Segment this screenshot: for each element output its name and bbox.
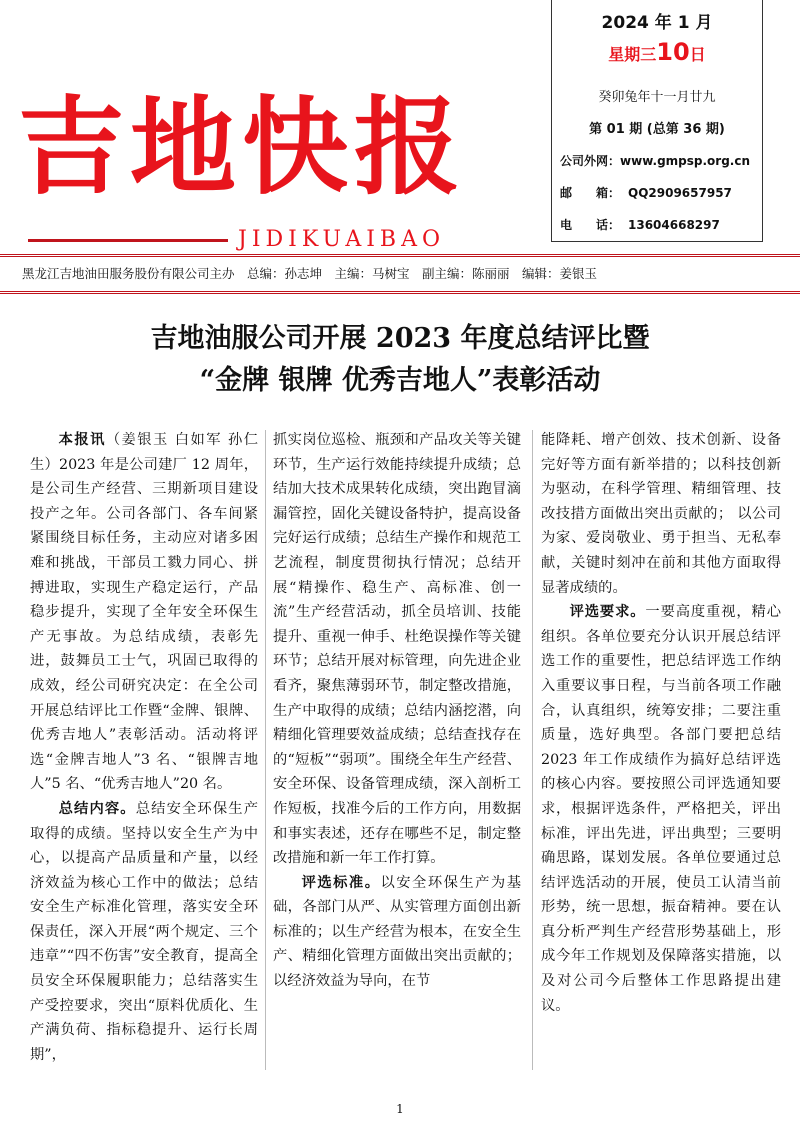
article-paragraph: 能降耗、增产创效、技术创新、设备完好等方面有新举措的；以科技创新为驱动，在科学管理、精细管理、技改技措方面做出突出贡献的； 以公司为家、爱岗敬业、勇于担当、无私奉献，关键时刻冲在前和其他方面取得显著成绩的。 [541, 432, 781, 596]
paragraph-lead: 本报讯 [58, 432, 106, 448]
paragraph-lead: 评选标准。 [301, 874, 381, 891]
article-column-1 [30, 428, 258, 1067]
article-paragraph [541, 600, 781, 1018]
email-label: 邮 箱： [560, 186, 621, 200]
issue-info-box [551, 0, 763, 242]
weekday-text: 星期三 [608, 45, 657, 64]
credits-bar: 黑龙江吉地油田服务股份有限公司主办 总编：孙志坤 主编：马树宝 副主编：陈丽丽 编辑：姜银玉 [0, 254, 800, 294]
article-paragraph [273, 871, 521, 994]
paragraph-body: 总结安全环保生产取得的成绩。坚持以安全生产为中心，以提高产品质量和产量，以经济效益为核心工作中的做法；总结安全生产标准化管理，落实安全环保责任，深入开展“两个规定、三个违章”“四不伤害”安全教育，提高全员安全环保履职能力；总结落实生产受控要求，突出“原料优质化、生产满负荷、指标稳提升、运行长周期”， [30, 800, 259, 1063]
phone-row [560, 216, 760, 233]
issue-number: 第 01 期 (总第 36 期) [589, 122, 725, 137]
article-column-2 [273, 428, 521, 994]
headline-line-1: 吉地油服公司开展 2023 年度总结评比暨 [150, 323, 650, 354]
column-divider [265, 430, 266, 1070]
email-row [560, 184, 760, 201]
article-paragraph [30, 428, 258, 797]
day-suffix: 日 [689, 45, 706, 64]
paragraph-body: （姜银玉 白如军 孙仁生）2023 年是公司建厂 12 周年，是公司生产经营、三期新项目建设投产之年。公司各部门、各车间紧紧围绕目标任务，主动应对诸多困难和挑战，干部员工戮力同心、拼搏进取，实现生产稳定运行，产品稳步提升，实现了全年安全环保生产无事故。为总结成绩，表彰先进，鼓舞员工士气，巩固已取得的成效，经公司研究决定：在全公司开展总结评比工作暨“金牌、银牌、优秀吉地人”表彰活动。活动将评选“金牌吉地人”3 名、“银牌吉地人”5 名、“优秀吉地人”20 名。 [30, 432, 258, 793]
website-label: 公司外网： [560, 154, 621, 168]
email-value: QQ2909657957 [628, 186, 732, 200]
paragraph-body: 一要高度重视，精心组织。各单位要充分认识开展总结评选工作的重要性，把总结评选工作纳入重要议事日程，与当前各项工作融合，认真组织，统筹安排；二要注重质量，选好典型。各部门要把总结 2023 年工作成绩作为搞好总结评选的核心内容。要按照公司评选通知要求，根据评选条件，严格把关，评出标准，评出先进，评出典型；三要明确思路，谋划发展。各单位要通过总结评选活动的开展，使员工认清当前形势，统一思想，振奋精神。要在认真分析严判生产经营形势基础上，形成今年工作规划及保障落实措施，以及对公司今后整体工作思路提出建议。 [541, 604, 782, 1014]
website-link[interactable]: www.gmpsp.org.cn [620, 154, 751, 168]
phone-value: 13604668297 [628, 218, 720, 232]
page-number: 1 [396, 1102, 404, 1116]
issue-weekday [552, 38, 762, 66]
issue-date: 2024 年 1 月 [601, 13, 713, 33]
masthead-pinyin: JIDIKUAIBAO [238, 227, 446, 252]
article-paragraph [30, 797, 258, 1068]
article-column-3 [541, 428, 781, 1018]
website-row [560, 152, 760, 169]
masthead-rule [28, 239, 228, 242]
paragraph-lead: 评选要求。 [569, 604, 646, 621]
paragraph-lead: 总结内容。 [58, 800, 136, 817]
paragraph-body: 以安全环保生产为基础，各部门从严、从实管理方面创出新标准的；以生产经营为根本，在安全生产、精细化管理方面做出突出贡献的；以经济效益为导向，在节 [273, 874, 522, 990]
lunar-date: 癸卯兔年十一月廿九 [598, 90, 716, 105]
column-divider [532, 430, 533, 1070]
headline-line-2: “金牌 银牌 优秀吉地人”表彰活动 [199, 365, 601, 396]
day-number: 10 [656, 38, 690, 66]
article-paragraph: 抓实岗位巡检、瓶颈和产品攻关等关键环节，生产运行效能持续提升成绩；总结加大技术成果转化成绩，突出跑冒滴漏管控，固化关键设备特护，提高设备完好运行成绩；总结生产操作和规范工艺流程，制度贯彻执行情况；总结开展“精操作、稳生产、高标准、创一流”生产经营活动，抓全员培训、技能提升、重视一伸手、杜绝误操作等关键环节；总结开展对标管理，向先进企业看齐，聚焦薄弱环节，制定整改措施，生产中取得的成绩；总结内涵挖潜，向精细化管理要效益成绩；总结查找存在的“短板”“弱项”。围绕全年生产经营、安全环保、设备管理成绩，深入剖析工作短板，找准今后的工作方向，用数据和事实表述，还存在哪些不足，制定整改措施和新一年工作打算。 [273, 432, 521, 867]
masthead-title: 吉地快报 [18, 84, 466, 209]
phone-label: 电 话： [560, 218, 621, 232]
